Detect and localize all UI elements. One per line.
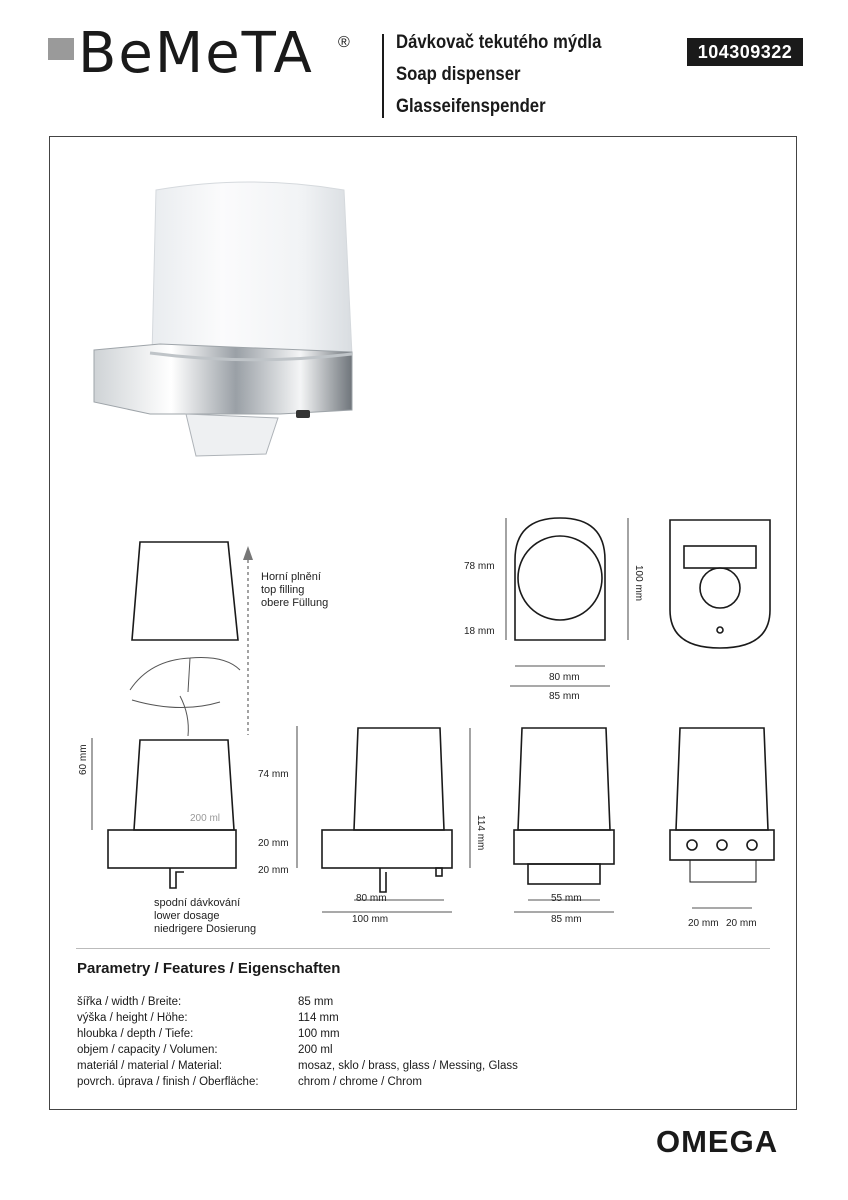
top-filling-cz: Horní plnění [261,571,321,583]
feature-label-width: šířka / width / Breite: [77,996,182,1008]
dim-100a: 100 mm [352,914,389,925]
dim-20b: 20 mm [258,865,289,876]
dim-74: 74 mm [258,769,289,780]
registered-mark: ® [338,34,350,51]
dim-18: 18 mm [464,626,495,637]
feature-value-capacity: 200 ml [298,1044,333,1056]
features-title: Parametry / Features / Eigenschaften [77,960,341,977]
lower-dosage-cz: spodní dávkování [154,897,241,909]
header-divider [382,34,384,118]
lower-dosage-en: lower dosage [154,910,220,922]
product-photo [90,170,370,460]
features-divider [76,948,770,949]
product-code: 104309322 [687,38,803,66]
dim-55: 55 mm [551,893,582,904]
dim-114: 114 mm [475,815,486,851]
dim-78: 78 mm [464,561,495,572]
dim-85a: 85 mm [551,914,582,925]
capacity-mark: 200 ml [190,813,221,824]
dim-100v: 100 mm [633,565,644,602]
lower-dosage-de: niedrigere Dosierung [154,923,257,935]
feature-label-material: materiál / material / Material: [77,1060,223,1072]
dim-80a: 80 mm [356,893,387,904]
feature-value-height: 114 mm [298,1012,339,1024]
brand-logo: BeMeTA [78,21,314,86]
feature-value-width: 85 mm [298,996,334,1008]
title-english: Soap dispenser [396,64,521,85]
feature-label-depth: hloubka / depth / Tiefe: [77,1028,194,1040]
top-filling-en: top filling [261,584,305,596]
feature-label-height: výška / height / Höhe: [77,1012,188,1024]
dim-60: 60 mm [78,744,89,775]
hand-drawing [130,658,240,708]
dim-20a: 20 mm [258,838,289,849]
feature-label-capacity: objem / capacity / Volumen: [77,1044,218,1056]
feature-value-material: mosaz, sklo / brass, glass / Messing, Glass [298,1060,518,1072]
top-filling-de: obere Füllung [261,597,329,609]
title-german: Glasseifenspender [396,96,546,117]
dim-80b: 80 mm [549,672,580,683]
logo-mark [48,38,74,60]
glass-container-drawing [132,542,238,640]
dim-20d: 20 mm [726,918,757,929]
title-czech: Dávkovač tekutého mýdla [396,32,602,53]
feature-value-finish: chrom / chrome / Chrom [298,1076,422,1088]
feature-label-finish: povrch. úprava / finish / Oberfläche: [77,1076,259,1088]
arrow-up-icon [243,546,253,560]
dim-20c: 20 mm [688,918,719,929]
dim-85b: 85 mm [549,691,580,702]
series-name: OMEGA [656,1124,779,1159]
feature-value-depth: 100 mm [298,1028,340,1040]
technical-drawings [50,500,790,940]
